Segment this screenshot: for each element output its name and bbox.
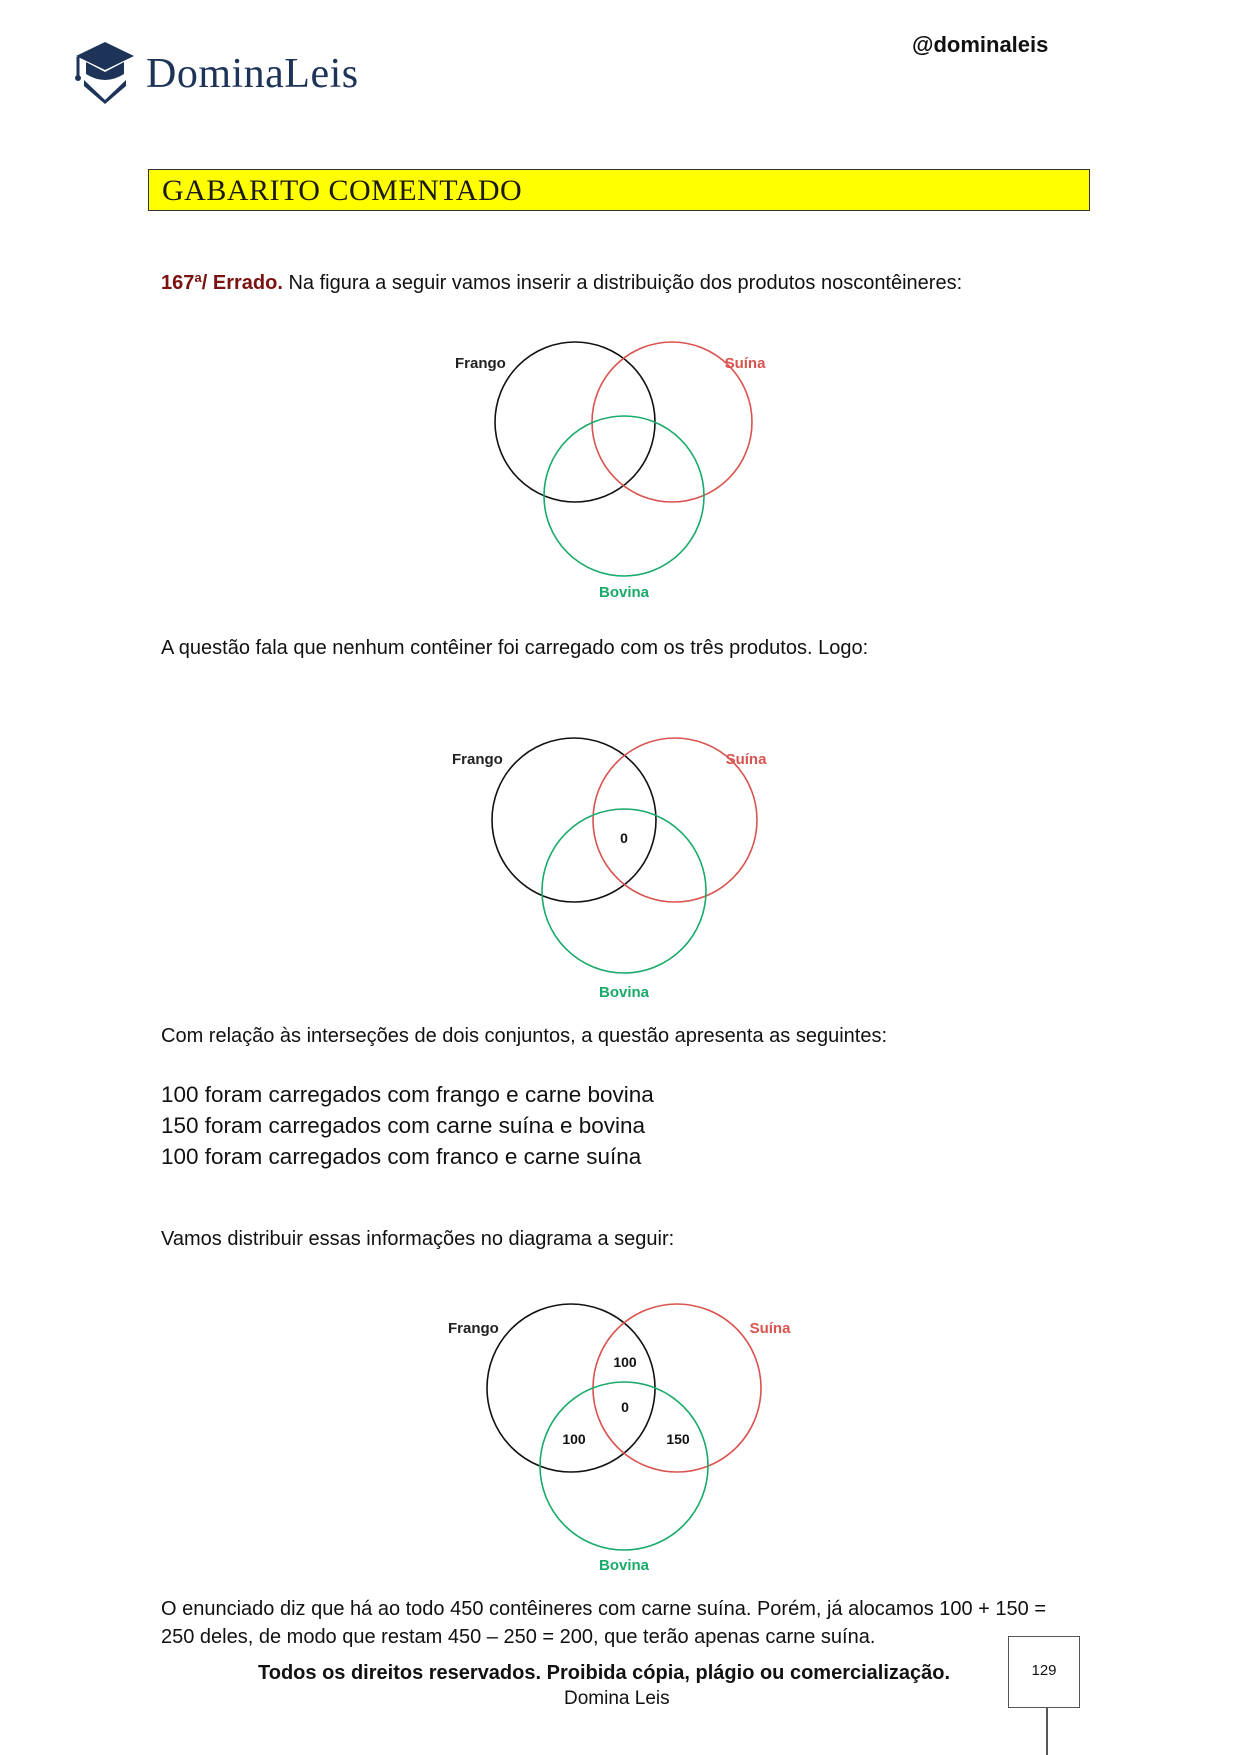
bovina-label: Bovina	[598, 1557, 650, 1574]
value-frango-bovina: 100	[562, 1431, 586, 1447]
section-banner	[148, 169, 1090, 211]
page-number-rule	[1046, 1708, 1048, 1755]
frango-circle	[495, 342, 655, 502]
bovina-circle	[544, 416, 704, 576]
suina-label: Suína	[749, 1320, 791, 1337]
social-handle: @dominaleis	[912, 32, 1049, 57]
brand-name: DominaLeis	[146, 51, 359, 97]
paragraph-2: Com relação às interseções de dois conjuntos, a questão apresenta as seguintes:	[161, 1025, 887, 1047]
bovina-label: Bovina	[598, 584, 650, 601]
frango-label: Frango	[448, 1320, 499, 1337]
list-item: 100 foram carregados com frango e carne bovina	[161, 1082, 654, 1107]
footer-brand: Domina Leis	[564, 1688, 670, 1709]
paragraph-3: Vamos distribuir essas informações no diagrama a seguir:	[161, 1228, 675, 1250]
value-center: 0	[620, 830, 628, 846]
page-number: 129	[1008, 1636, 1080, 1708]
paragraph-4-line-2: 250 deles, de modo que restam 450 – 250 = 200, que terão apenas carne suína.	[161, 1626, 876, 1648]
paragraph-1: A questão fala que nenhum contêiner foi carregado com os três produtos. Logo:	[161, 637, 869, 659]
venn-diagram-3	[440, 1293, 790, 1583]
value-suina-bovina: 150	[666, 1431, 690, 1447]
suina-label: Suína	[724, 355, 766, 372]
bovina-label: Bovina	[598, 984, 650, 1001]
list-item: 150 foram carregados com carne suína e bovina	[161, 1113, 646, 1138]
frango-label: Frango	[452, 751, 503, 768]
list-item: 100 foram carregados com franco e carne suína	[161, 1144, 642, 1169]
frango-circle	[492, 738, 656, 902]
question-number: 167ª/ Errado.	[161, 272, 283, 294]
brand-logo	[74, 40, 394, 110]
value-frango-suina: 100	[613, 1354, 637, 1370]
footer-rights: Todos os direitos reservados. Proibida cópia, plágio ou comercialização.	[258, 1662, 951, 1684]
value-center: 0	[621, 1399, 629, 1415]
intro-text: Na figura a seguir vamos inserir a distribuição dos produtos noscontêineres:	[282, 272, 963, 294]
section-title: GABARITO COMENTADO	[162, 174, 523, 207]
paragraph-4-line-1: O enunciado diz que há ao todo 450 contêineres com carne suína. Porém, já alocamos 100 + 150 =	[161, 1598, 1047, 1620]
frango-label: Frango	[455, 355, 506, 372]
intro-paragraph	[161, 272, 962, 295]
graduation-cap-icon	[74, 40, 136, 106]
suina-label: Suína	[725, 751, 767, 768]
intersections-list	[161, 1079, 654, 1172]
venn-diagram-2	[440, 726, 780, 1006]
venn-diagram-1	[440, 330, 780, 610]
